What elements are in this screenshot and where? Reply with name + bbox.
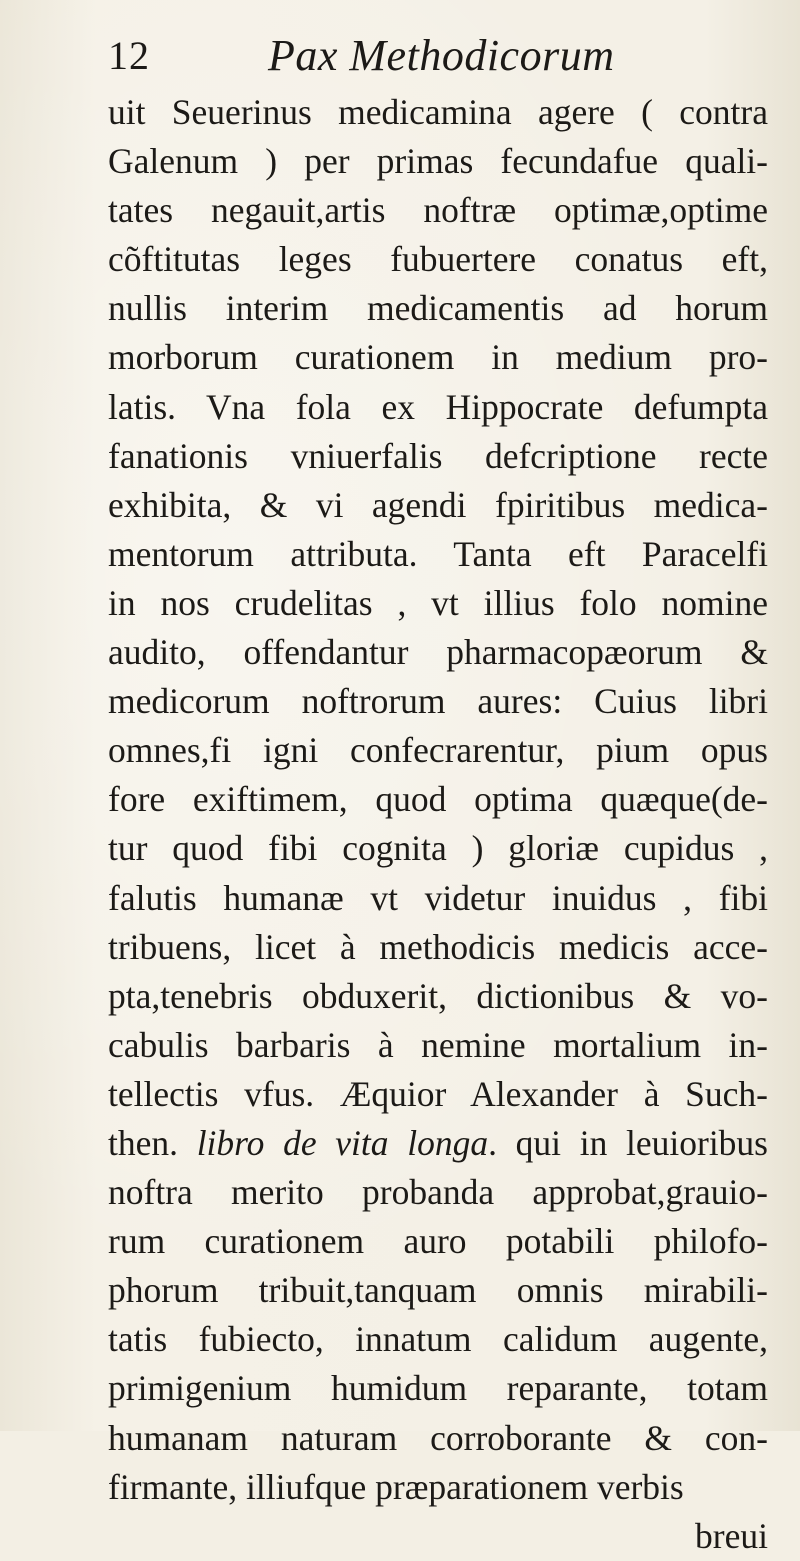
text-line <box>108 284 768 333</box>
text-line <box>108 677 768 726</box>
text-line <box>108 923 768 972</box>
text-segment: audito, offendantur pharmacopæorum & <box>108 632 768 673</box>
text-segment: then. <box>108 1122 197 1163</box>
text-segment: tur quod fibi cognita ) gloriæ cupidus , <box>108 828 768 869</box>
text-line <box>108 235 768 284</box>
text-segment: tellectis vfus. Æquior Alexander à Such- <box>108 1073 768 1114</box>
text-line <box>108 1414 768 1463</box>
text-segment: tates negauit,artis noftræ optimæ,optime <box>108 190 768 231</box>
text-segment: tatis fubiecto, innatum calidum augente, <box>108 1319 768 1360</box>
text-line <box>108 383 768 432</box>
text-line <box>108 775 768 824</box>
text-segment: cabulis barbaris à nemine mortalium in- <box>108 1024 768 1065</box>
text-line <box>108 824 768 873</box>
text-line <box>108 1021 768 1070</box>
text-segment: mentorum attributa. Tanta eft Paracelfi <box>108 533 768 574</box>
text-segment: in nos crudelitas , vt illius folo nomine <box>108 582 768 623</box>
text-line <box>108 726 768 775</box>
text-line <box>108 1463 768 1512</box>
text-line <box>108 579 768 628</box>
text-segment: latis. Vna fola ex Hippocrate defumpta <box>108 386 768 427</box>
text-line <box>108 1364 768 1413</box>
text-segment: noftra merito probanda approbat,grauio- <box>108 1172 768 1213</box>
text-segment: rum curationem auro potabili philofo- <box>108 1221 768 1262</box>
text-line <box>108 1266 768 1315</box>
text-segment: . qui in leuioribus <box>488 1122 768 1163</box>
text-segment: pta,tenebris obduxerit, dictionibus & vo- <box>108 975 768 1016</box>
text-segment: phorum tribuit,tanquam omnis mirabili- <box>108 1270 768 1311</box>
text-segment: humanam naturam corroborante & con- <box>108 1417 768 1458</box>
text-line <box>108 481 768 530</box>
text-line <box>108 432 768 481</box>
text-line <box>108 1217 768 1266</box>
text-line <box>108 186 768 235</box>
text-segment: nullis interim medicamentis ad horum <box>108 288 768 329</box>
text-line <box>108 333 768 382</box>
text-line <box>108 137 768 186</box>
text-segment: tribuens, licet à methodicis medicis acce- <box>108 926 768 967</box>
text-segment: cõftitutas leges fubuertere conatus eft, <box>108 239 768 280</box>
text-segment: uit Seuerinus medicamina agere ( contra <box>108 92 768 132</box>
text-line <box>108 628 768 677</box>
running-head <box>108 30 760 82</box>
italic-title: libro de vita longa <box>196 1122 489 1163</box>
text-line <box>108 972 768 1021</box>
text-segment: morborum curationem in medium pro- <box>108 337 768 378</box>
text-line <box>108 874 768 923</box>
text-segment: firmante, illiufque præparationem verbis <box>108 1466 684 1507</box>
body-text <box>108 88 768 1561</box>
text-segment: omnes,fi igni confecrarentur, pium opus <box>108 730 768 771</box>
text-segment: primigenium humidum reparante, totam <box>108 1368 768 1409</box>
text-line <box>108 1070 768 1119</box>
text-line <box>108 530 768 579</box>
text-segment: fanationis vniuerfalis defcriptione recte <box>108 435 768 476</box>
text-segment: falutis humanæ vt videtur inuidus , fibi <box>108 877 768 918</box>
running-title: Pax Methodicorum <box>268 31 615 80</box>
text-segment: medicorum noftrorum aures: Cuius libri <box>108 681 768 722</box>
text-segment: fore exiftimem, quod optima quæque(de- <box>108 779 768 820</box>
text-line <box>108 88 768 137</box>
page-number: 12 <box>108 33 150 78</box>
text-line <box>108 1119 768 1168</box>
text-line <box>108 1168 768 1217</box>
text-segment: exhibita, & vi agendi fpiritibus medica- <box>108 484 768 525</box>
catchword: breui <box>695 1515 768 1556</box>
text-line <box>108 1315 768 1364</box>
text-segment: Galenum ) per primas fecundafue quali- <box>108 141 768 182</box>
